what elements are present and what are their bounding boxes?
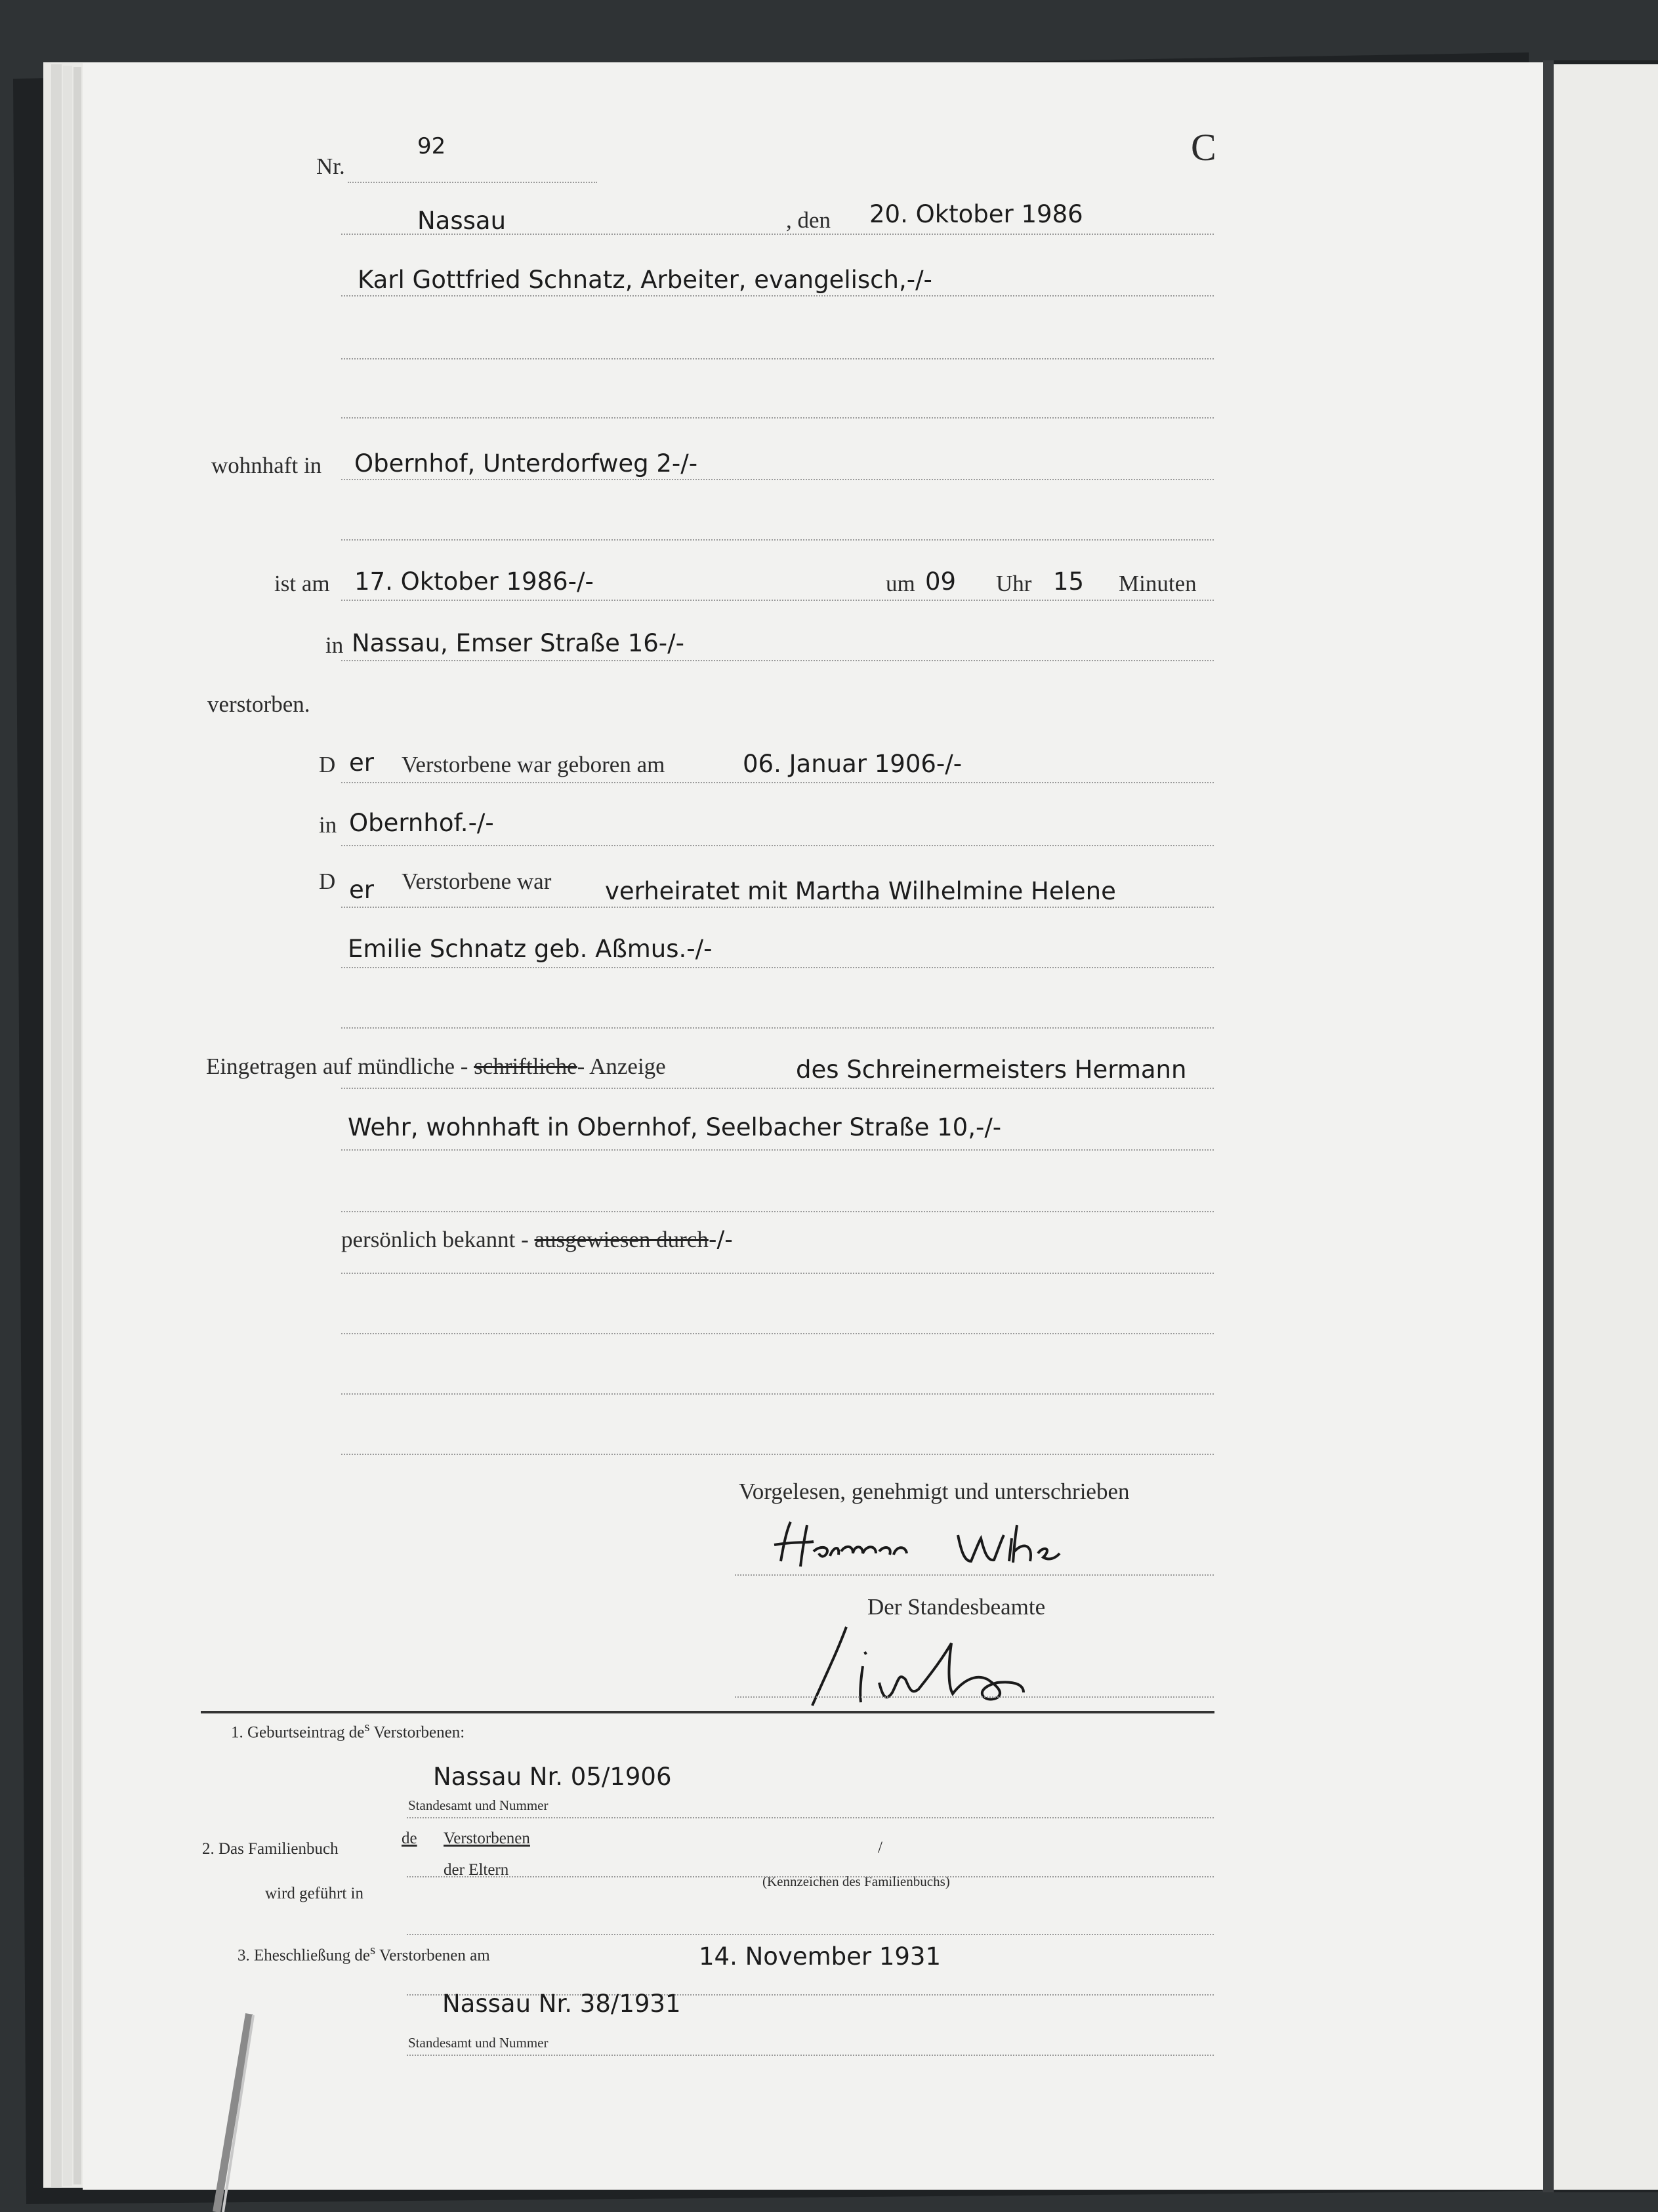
death-date: 17. Oktober 1986-/- — [354, 567, 594, 596]
rule — [341, 1149, 1214, 1151]
residence: Obernhof, Unterdorfweg 2-/- — [354, 449, 698, 478]
rule — [341, 358, 1214, 359]
identity-struck: ausgewiesen durch — [534, 1227, 709, 1252]
rule — [341, 1211, 1214, 1212]
birth-entry-value: Nassau Nr. 05/1906 — [433, 1763, 672, 1791]
died-label: verstorben. — [207, 691, 310, 717]
number-label: Nr. — [316, 154, 345, 179]
minutes-label: Minuten — [1119, 571, 1197, 596]
rule — [341, 539, 1214, 541]
deceased-name: Karl Gottfried Schnatz, Arbeiter, evangelisch,-/- — [358, 266, 932, 294]
rule — [341, 1088, 1214, 1089]
date-label: , den — [786, 207, 831, 233]
rule — [341, 845, 1214, 846]
marriage-label-text: 3. Eheschließung de — [238, 1946, 371, 1965]
marriage-label — [238, 1943, 490, 1963]
time-hour-label: um — [886, 571, 915, 596]
marital-status: verheiratet mit Martha Wilhelmine Helene — [605, 877, 1116, 905]
identity-label: persönlich bekannt - — [341, 1227, 529, 1252]
family-book-label: 2. Das Familienbuch — [202, 1840, 339, 1858]
death-date-label: ist am — [274, 571, 330, 596]
informant-address: Wehr, wohnhaft in Obernhof, Seelbacher Straße 10,-/- — [348, 1113, 1002, 1141]
marriage-caption: Standesamt und Nummer — [408, 2035, 549, 2051]
rule — [407, 1876, 1214, 1877]
rule — [341, 907, 1214, 908]
birth-place: Obernhof.-/- — [349, 809, 494, 837]
registration-date: 20. Oktober 1986 — [869, 200, 1083, 228]
registration-label — [206, 1055, 666, 1078]
entry-number: 92 — [417, 133, 446, 159]
registrar-signature-icon — [800, 1620, 1076, 1712]
birth-entry-caption: Standesamt und Nummer — [408, 1797, 549, 1813]
rule — [407, 2055, 1214, 2056]
rule — [735, 1696, 1214, 1698]
marital-prefix: D — [319, 869, 336, 894]
birth-date: 06. Januar 1906-/- — [743, 750, 963, 778]
informant: des Schreinermeisters Hermann — [796, 1055, 1187, 1084]
identity-end: -/- — [708, 1227, 733, 1253]
identity-line — [341, 1228, 733, 1252]
birth-place-label: in — [319, 812, 337, 838]
registration-label-end: - Anzeige — [577, 1054, 666, 1079]
registry-place: Nassau — [417, 207, 507, 235]
residence-label: wohnhaft in — [211, 453, 322, 478]
rule — [341, 417, 1214, 419]
family-book-de: de — [402, 1830, 417, 1847]
rule — [341, 1333, 1214, 1334]
time-hour: 09 — [925, 567, 957, 596]
marriage-date: 14. November 1931 — [699, 1942, 942, 1971]
registration-label-text: Eingetragen auf mündliche - — [206, 1054, 468, 1079]
family-book-parents: der Eltern — [444, 1861, 509, 1879]
time-minute: 15 — [1053, 567, 1085, 596]
death-place-label: in — [325, 632, 344, 658]
rule — [407, 1817, 1214, 1818]
rule — [407, 1934, 1214, 1935]
rule — [348, 182, 597, 183]
marital-label: Verstorbene war — [402, 869, 552, 894]
birth-entry-label-text: 1. Geburtseintrag de — [231, 1723, 365, 1742]
rule — [341, 600, 1214, 601]
family-book-caption: (Kennzeichen des Familienbuchs) — [762, 1874, 950, 1889]
marriage-sup: s — [370, 1942, 376, 1957]
rule — [341, 1273, 1214, 1274]
rule — [341, 660, 1214, 661]
birth-prefix: D — [319, 752, 336, 777]
death-place: Nassau, Emser Straße 16-/- — [352, 629, 684, 657]
family-book-deceased: Verstorbenen — [444, 1830, 530, 1847]
registrar-label: Der Standesbeamte — [867, 1594, 1046, 1620]
marriage-label-end: Verstorbenen am — [379, 1946, 490, 1965]
struck-written: schriftliche — [474, 1054, 577, 1079]
marital-gender: er — [349, 876, 374, 904]
birth-label: Verstorbene war geboren am — [402, 752, 665, 777]
rule — [341, 1027, 1214, 1029]
birth-gender: er — [349, 748, 374, 777]
birth-entry-sup: s — [364, 1719, 370, 1734]
time-minute-label: Uhr — [996, 571, 1032, 596]
section-separator — [201, 1711, 1214, 1713]
family-book-slash: / — [878, 1839, 882, 1856]
rule — [341, 234, 1214, 235]
rule — [341, 1393, 1214, 1395]
family-book-label2: wird geführt in — [265, 1885, 363, 1902]
read-approved-label: Vorgelesen, genehmigt und unterschrieben — [739, 1479, 1130, 1504]
series-letter: C — [1191, 126, 1216, 169]
birth-entry-label-end: Verstorbenen: — [373, 1723, 465, 1742]
birth-entry-label — [231, 1720, 465, 1740]
rule — [735, 1574, 1214, 1576]
rule — [341, 1454, 1214, 1455]
rule — [341, 967, 1214, 968]
rule — [341, 782, 1214, 783]
informant-signature — [768, 1515, 1096, 1574]
marriage-value: Nassau Nr. 38/1931 — [442, 1990, 681, 2018]
spouse-name: Emilie Schnatz geb. Aßmus.-/- — [348, 935, 713, 963]
rule — [341, 479, 1214, 480]
rule — [341, 295, 1214, 297]
